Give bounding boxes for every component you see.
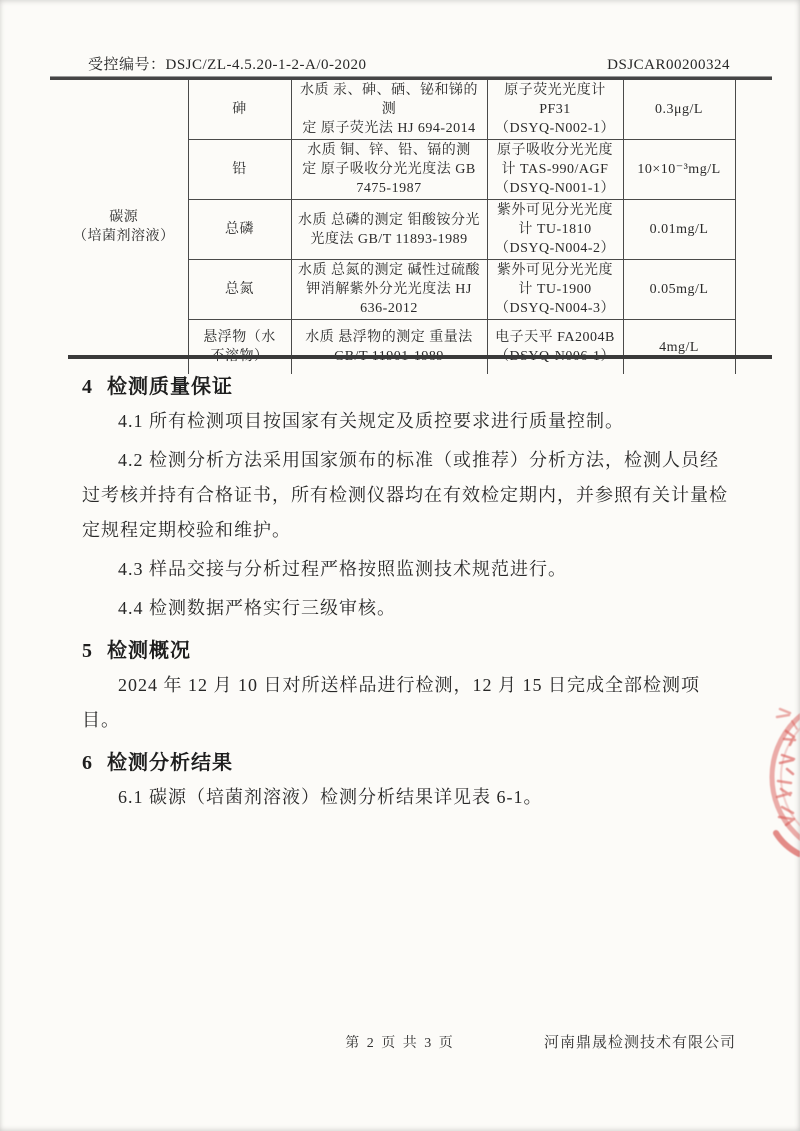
item-cell: 砷 [188,80,291,140]
section-number: 4 [82,376,93,398]
table-bottom-rule [68,355,772,359]
category-cell: 碳源 （培菌剂溶液） [60,80,188,374]
footer-company-name: 河南鼎晟检测技术有限公司 [543,1035,736,1051]
method-cell: 水质 铜、锌、铅、镉的测 定 原子吸收分光光度法 GB 7475-1987 [291,140,487,200]
section-paragraph: 4.4 检测数据严格实行三级审核。 [118,598,396,618]
method-cell: 水质 悬浮物的测定 重量法 [291,320,487,375]
limit-cell: 10×10⁻³mg/L [623,140,735,200]
item-cell: 铅 [188,140,291,200]
method-cell: 水质 汞、砷、硒、铋和锑的测 定 原子荧光法 HJ 694-2014 [291,80,487,140]
method-cell: 水质 总氮的测定 碱性过硫酸 钾消解紫外分光光度法 HJ 636-2012 [291,260,487,320]
instrument-cell: 电子天平 FA2004B [487,320,623,375]
table-row [60,80,735,140]
footer-page-number: 第 2 页 共 3 页 [345,1036,455,1051]
limit-cell: 0.05mg/L [623,260,735,320]
section-paragraph: 4.2 检测分析方法采用国家颁布的标准（或推荐）分析方法，检测人员经过考核并持有合格证书，所有检测仪器均在有效检定期内，并参照有关计量检定规程定期校验和维护。 [82,450,728,540]
document-body [82,362,728,819]
section-paragraph: 6.1 碳源（培菌剂溶液）检测分析结果详见表 6-1。 [118,787,543,807]
instrument-cell: 原子荧光光度计 PF31 （DSYQ-N002-1） [487,80,623,140]
item-cell: 悬浮物（水 [188,320,291,375]
section-paragraph: 4.1 所有检测项目按国家有关规定及质控要求进行质量控制。 [118,411,624,431]
item-cell: 总磷 [188,200,291,260]
section-paragraph: 2024 年 12 月 10 日对所送样品进行检测，12 月 15 日完成全部检测项目。 [82,675,700,730]
header-report-number: DSJCAR00200324 [607,57,730,73]
section-heading-4 [82,374,728,400]
section-title: 检测分析结果 [107,752,233,774]
instrument-cell: 紫外可见分光光度 计 TU-1900 （DSYQ-N004-3） [487,260,623,320]
section-heading-6 [82,750,728,776]
instrument-cell: 原子吸收分光光度 计 TAS-990/AGF （DSYQ-N001-1） [487,140,623,200]
item-cell: 总氮 [188,260,291,320]
limit-cell: 0.01mg/L [623,200,735,260]
instrument-cell: 紫外可见分光光度 计 TU-1810 （DSYQ-N004-2） [487,200,623,260]
section-number: 6 [82,752,93,774]
section-heading-5 [82,638,728,664]
test-methods-table [60,80,736,374]
limit-cell: 0.3μg/L [623,80,735,140]
header-control-number: 受控编号：DSJC/ZL-4.5.20-1-2-A/0-2020 [88,57,367,73]
section-paragraph: 4.3 样品交接与分析过程严格按照监测技术规范进行。 [118,559,567,579]
company-seal-stamp [756,693,800,863]
limit-cell: 4mg/L [623,320,735,375]
section-title: 检测概况 [107,640,191,662]
method-cell: 水质 总磷的测定 钼酸铵分光 光度法 GB/T 11893-1989 [291,200,487,260]
section-title: 检测质量保证 [107,376,233,398]
section-number: 5 [82,640,93,662]
